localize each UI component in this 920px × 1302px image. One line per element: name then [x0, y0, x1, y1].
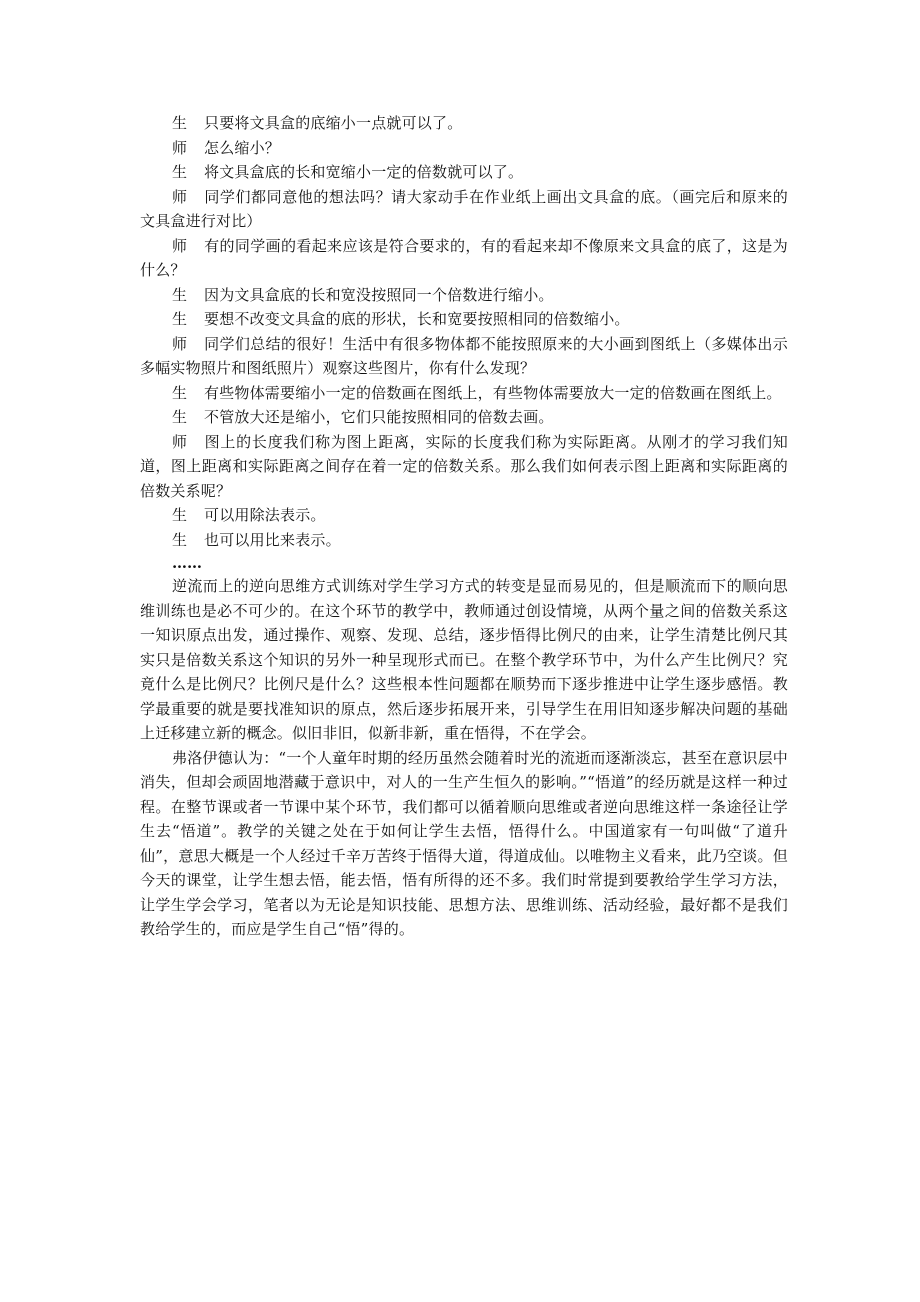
- dialogue-text: 因为文具盒底的长和宽没按照同一个倍数进行缩小。: [204, 285, 554, 304]
- dialogue-line: [140, 503, 788, 528]
- dialogue-line: [140, 111, 788, 136]
- body-paragraph: 逆流而上的逆向思维方式训练对学生学习方式的转变是显而易见的，但是顺流而下的顺向思维训练也是必不可少的。在这个环节的教学中，教师通过创设情境，从两个量之间的倍数关系这一知识原点出发，通过操作、观察、发现、总结，逐步悟得比例尺的由来，让学生清楚比例尺其实只是倍数关系这个知识的另外一种呈现形式而已。在整个教学环节中，为什么产生比例尺？究竟什么是比例尺？比例尺是什么？这些根本性问题都在顺势而下逐步推进中让学生逐步感悟。教学最重要的就是要找准知识的原点，然后逐步拓展开来，引导学生在用旧知逐步解决问题的基础上迁移建立新的概念。似旧非旧，似新非新，重在悟得，不在学会。: [140, 577, 788, 742]
- dialogue-line: [140, 528, 788, 553]
- dialogue-speaker: 生: [172, 114, 188, 132]
- dialogue-text: 不管放大还是缩小，它们只能按照相同的倍数去画。: [204, 408, 554, 426]
- dialogue-text: 有些物体需要缩小一定的倍数画在图纸上，有些物体需要放大一定的倍数画在图纸上。: [204, 383, 782, 402]
- dialogue-line: [140, 185, 788, 234]
- dialogue-line: [140, 136, 788, 161]
- dialogue-text: 怎么缩小？: [204, 138, 281, 157]
- dialogue-line: [140, 234, 788, 283]
- dialogue-text: 要想不改变文具盒的底的形状，长和宽要按照相同的倍数缩小。: [204, 310, 630, 328]
- dialogue-text: 同学们都同意他的想法吗？请大家动手在作业纸上画出文具盒的底。（画完后和原来的文具盒进行对比）: [140, 187, 788, 230]
- ellipsis-marker: ……: [172, 554, 202, 572]
- dialogue-text: 有的同学画的看起来应该是符合要求的，有的看起来却不像原来文具盒的底了，这是为什么？: [140, 236, 788, 279]
- dialogue-speaker: 生: [172, 285, 188, 304]
- dialogue-text: 将文具盒底的长和宽缩小一定的倍数就可以了。: [204, 163, 524, 181]
- dialogue-speaker: 生: [172, 383, 188, 402]
- dialogue-speaker: 师: [172, 138, 188, 157]
- dialogue-line: [140, 430, 788, 504]
- dialogue-line: [140, 332, 788, 381]
- dialogue-text: 图上的长度我们称为图上距离，实际的长度我们称为实际距离。从刚才的学习我们知道，图上距离和实际距离之间存在着一定的倍数关系。那么我们如何表示图上距离和实际距离的倍数关系呢？: [140, 432, 788, 500]
- dialogue-speaker: 生: [172, 530, 188, 549]
- dialogue-text: 也可以用比来表示。: [204, 530, 341, 549]
- dialogue-line: [140, 405, 788, 430]
- dialogue-text: 同学们总结的很好！生活中有很多物体都不能按照原来的大小画到图纸上（多媒体出示多幅实物照片和图纸照片）观察这些图片，你有什么发现？: [140, 334, 788, 377]
- document-body: [140, 111, 788, 942]
- dialogue-speaker: 师: [172, 334, 188, 353]
- dialogue-speaker: 师: [172, 187, 188, 206]
- dialogue-line: [140, 381, 788, 406]
- dialogue-text: 只要将文具盒的底缩小一点就可以了。: [204, 114, 463, 132]
- dialogue-line: [140, 160, 788, 185]
- dialogue-speaker: 生: [172, 506, 188, 524]
- dialogue-speaker: 生: [172, 408, 188, 426]
- dialogue-speaker: 师: [172, 432, 188, 451]
- dialogue-speaker: 生: [172, 310, 188, 328]
- dialogue-text: 可以用除法表示。: [204, 506, 326, 524]
- dialogue-line: [140, 283, 788, 308]
- body-paragraph: 弗洛伊德认为：“一个人童年时期的经历虽然会随着时光的流逝而逐渐淡忘，甚至在意识层中消失，但却会顽固地潜藏于意识中，对人的一生产生恒久的影响。”“悟道”的经历就是这样一种过程。在整节课或者一节课中某个环节，我们都可以循着顺向思维或者逆向思维这样一条途径让学生去“悟道”。教学的关键之处在于如何让学生去悟，悟得什么。中国道家有一句叫做“了道升仙”，意思大概是一个人经过千辛万苦终于悟得大道，得道成仙。以唯物主义看来，此乃空谈。但今天的课堂，让学生想去悟，能去悟，悟有所得的还不多。我们时常提到要教给学生学习方法，让学生学会学习，笔者以为无论是知识技能、思想方法、思维训练、活动经验，最好都不是我们教给学生的，而应是学生自己“悟”得的。: [140, 748, 788, 938]
- dialogue-speaker: 生: [172, 163, 188, 181]
- dialogue-line: [140, 307, 788, 332]
- dialogue-speaker: 师: [172, 236, 188, 255]
